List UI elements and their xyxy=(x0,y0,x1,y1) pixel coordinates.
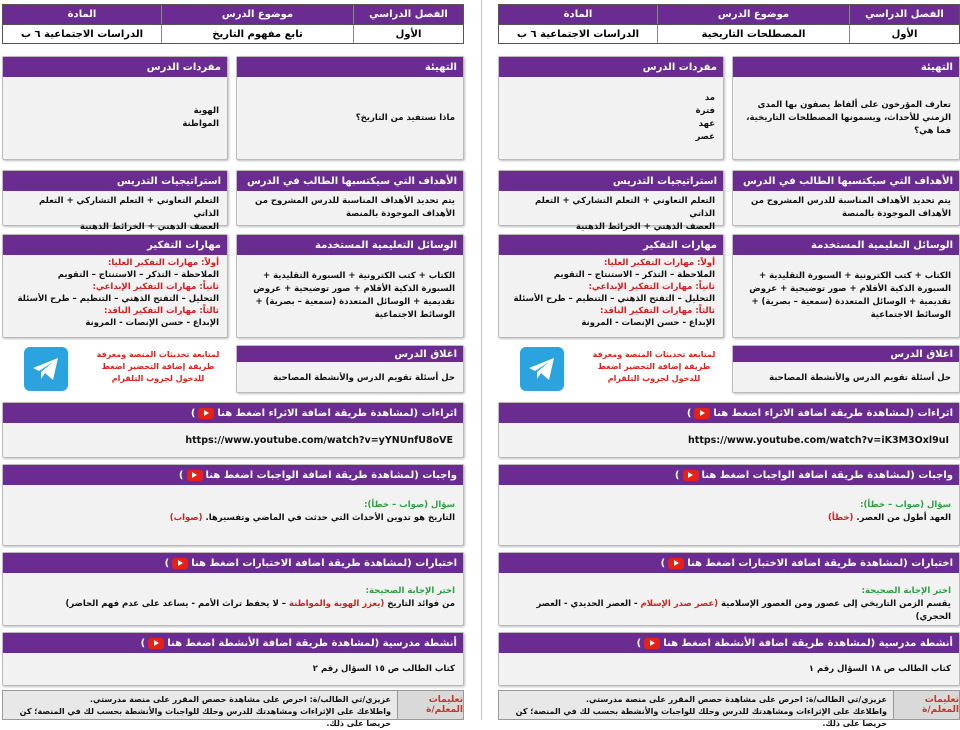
activities-header[interactable]: أنشطة مدرسية (لمشاهدة طريقة اضافة الأنشطة اضغط هنا ) xyxy=(499,633,959,653)
vocabulary-title: مفردات الدرس xyxy=(499,57,723,77)
question-type-label: اختر الإجابة الصحيحة: xyxy=(861,586,951,596)
enrichment-section xyxy=(498,402,960,458)
vocabulary-section xyxy=(498,56,724,160)
intro-text: ماذا نستفيد من التاريخ؟ xyxy=(355,112,455,123)
enrichment-link[interactable]: https://www.youtube.com/watch?v=iK3M3Oxl9uI xyxy=(688,435,949,446)
skills-line: التحليل – التفتح الذهني – التنظيم – طرح الأسئلة xyxy=(513,294,715,304)
subject-value: الدراسات الاجتماعية ٦ ب xyxy=(517,28,639,40)
lesson-header-table xyxy=(498,4,960,44)
skills-heading: أولاً: مهارات التفكير العليا: xyxy=(603,258,715,268)
question-answer: (يعزز الهوية والمواطنة xyxy=(288,599,385,609)
intro-section xyxy=(236,56,464,160)
enrichment-title[interactable]: اثراءات (لمشاهدة طريقة اضافة الاثراء اضغط هنا xyxy=(713,407,953,419)
tests-section xyxy=(2,552,464,626)
strategies-line: التعلم التعاوني + التعلم التشاركي + التعلم الذاتي xyxy=(534,196,715,219)
objectives-text: يتم تحديد الأهداف المناسبة للدرس المشروح من الأهداف الموجودة بالمنصة xyxy=(751,196,951,219)
question-answer: (عصر صدر الإسلام xyxy=(640,599,719,609)
vocabulary-list xyxy=(696,92,715,144)
youtube-icon[interactable] xyxy=(683,470,699,481)
strategies-line: العصف الذهني + الخرائط الذهنية xyxy=(79,222,219,232)
question-options: – لا يحفظ تراث الأمم - يساعد على عدم فهم الحاضر) xyxy=(65,599,287,609)
telegram-promo[interactable] xyxy=(2,343,228,395)
subject-label: المادة xyxy=(563,9,593,20)
homework-section xyxy=(2,464,464,546)
question-options: - العصر الحديدي - العصر الحجري) xyxy=(536,599,951,622)
question-answer: (خطأ) xyxy=(828,513,854,523)
question-text: العهد أطول من العصر. xyxy=(856,513,951,523)
skills-heading: ثالثاً: مهارات التفكير الناقد: xyxy=(600,306,715,316)
vocabulary-item: الهوية xyxy=(193,106,219,116)
telegram-icon[interactable] xyxy=(24,347,68,391)
closure-title: اغلاق الدرس xyxy=(733,346,959,362)
closure-title: اغلاق الدرس xyxy=(237,346,463,362)
objectives-section xyxy=(732,170,960,226)
strategies-title: استراتيجيات التدريس xyxy=(3,171,227,191)
skills-line: الإبداع - حسن الإنصات - المرونة xyxy=(581,318,715,328)
lesson-header-table xyxy=(2,4,464,44)
enrichment-link[interactable]: https://www.youtube.com/watch?v=yYNUnfU8oVE xyxy=(185,435,453,446)
closure-text: حل أسئلة تقويم الدرس والأنشطة المصاحبة xyxy=(273,373,455,383)
thinking-skills-title: مهارات التفكير xyxy=(3,235,227,255)
telegram-text[interactable]: لمتابعة تحديثات المنصة ومعرفة طريقة إضافة التحضير اضغط للدخول لجروب التلقرام xyxy=(592,350,716,383)
subject-label: المادة xyxy=(67,9,97,20)
skills-heading: ثانياً: مهارات التفكير الإبداعي: xyxy=(588,282,715,292)
semester-value: الأول xyxy=(849,25,959,43)
strategies-section xyxy=(498,170,724,232)
question-type-label: اختر الإجابة الصحيحة: xyxy=(365,586,455,596)
enrichment-header[interactable]: اثراءات (لمشاهدة طريقة اضافة الاثراء اضغط هنا ) xyxy=(3,403,463,423)
vocabulary-item: عهد xyxy=(698,119,715,129)
teacher-instructions xyxy=(498,690,960,728)
vocabulary-list xyxy=(182,105,219,131)
strategies-section xyxy=(2,170,228,232)
youtube-icon[interactable] xyxy=(172,558,188,569)
activities-header[interactable]: أنشطة مدرسية (لمشاهدة طريقة اضافة الأنشطة اضغط هنا ) xyxy=(3,633,463,653)
skills-line: الملاحظة – التذكر – الاستنتاج – التقويم xyxy=(553,270,715,280)
vocabulary-title: مفردات الدرس xyxy=(3,57,227,77)
thinking-skills-section xyxy=(498,234,724,338)
homework-header[interactable]: واجبات (لمشاهدة طريقة اضافة الواجبات اضغط هنا ) xyxy=(3,465,463,485)
semester-label: الفصل الدراسي xyxy=(353,5,463,24)
teacher-instructions-line: واطلاعك على الإثراءات ومشاهدتك للدرس وحلك للواجبات والأنشطة بحسب لك في المنصة؛ كن حريصا على ذلك. xyxy=(515,707,887,728)
teaching-aids-title: الوسائل التعليمية المستخدمة xyxy=(733,235,959,255)
youtube-icon[interactable] xyxy=(198,408,214,419)
vocabulary-item: عصر xyxy=(695,132,715,142)
tests-section xyxy=(498,552,960,626)
lesson-plan-page xyxy=(2,0,464,728)
enrichment-header[interactable]: اثراءات (لمشاهدة طريقة اضافة الاثراء اضغط هنا ) xyxy=(499,403,959,423)
youtube-icon[interactable] xyxy=(187,470,203,481)
homework-title[interactable]: واجبات (لمشاهدة طريقة اضافة الواجبات اضغط هنا xyxy=(205,469,457,481)
skills-heading: ثالثاً: مهارات التفكير الناقد: xyxy=(104,306,219,316)
teaching-aids-text: الكتاب + كتب الكترونية + السبورة التقليدية + السبورة الذكية الأقلام + صور توضيحية + عروض تقديمية + الوسائل المتعددة (سمعية – بصرية) + الوسائط الاجتماعية xyxy=(749,271,951,320)
semester-label: الفصل الدراسي xyxy=(849,5,959,24)
topic-label: موضوع الدرس xyxy=(161,5,353,24)
question-type-label: سؤال (صواب – خطأ): xyxy=(364,500,455,510)
objectives-title: الأهداف التي سيكتسبها الطالب في الدرس xyxy=(733,171,959,191)
activities-title[interactable]: أنشطة مدرسية (لمشاهدة طريقة اضافة الأنشطة اضغط هنا xyxy=(663,637,953,649)
intro-title: التهيئة xyxy=(733,57,959,77)
question-type-label: سؤال (صواب – خطأ): xyxy=(860,500,951,510)
question-text: يقسم الزمن التاريخي إلى عصور ومن العصور الإسلامية xyxy=(721,599,951,609)
topic-value: المصطلحات التاريخية xyxy=(657,25,849,43)
teaching-aids-text: الكتاب + كتب الكترونية + السبورة التقليدية + السبورة الذكية الأقلام + صور توضيحية + عروض تقديمية + الوسائل المتعددة (سمعية – بصرية) + الوسائط الاجتماعية xyxy=(253,271,455,320)
telegram-icon[interactable] xyxy=(520,347,564,391)
telegram-text[interactable]: لمتابعة تحديثات المنصة ومعرفة طريقة إضافة التحضير اضغط للدخول لجروب التلقرام xyxy=(96,350,220,383)
intro-section xyxy=(732,56,960,160)
teaching-aids-title: الوسائل التعليمية المستخدمة xyxy=(237,235,463,255)
subject-value: الدراسات الاجتماعية ٦ ب xyxy=(21,28,143,40)
closure-section xyxy=(236,345,464,393)
closure-text: حل أسئلة تقويم الدرس والأنشطة المصاحبة xyxy=(769,373,951,383)
tests-title[interactable]: اختبارات (لمشاهدة طريقة اضافة الاختبارات اضغط هنا xyxy=(687,557,953,569)
intro-text: تعارف المؤرخون على ألفاظ يصفون بها المدى الزمني للأحداث، ويسمونها المصطلحات التاريخية، فما هي؟ xyxy=(746,99,951,136)
topic-label: موضوع الدرس xyxy=(657,5,849,24)
activities-section xyxy=(2,632,464,686)
youtube-icon[interactable] xyxy=(148,638,164,649)
tests-title[interactable]: اختبارات (لمشاهدة طريقة اضافة الاختبارات اضغط هنا xyxy=(191,557,457,569)
question-text: التاريخ هو تدوين الأحداث التي حدثت في الماضي وتفسيرها. xyxy=(205,513,455,523)
vocabulary-item: فترة xyxy=(695,106,715,116)
activities-title[interactable]: أنشطة مدرسية (لمشاهدة طريقة اضافة الأنشطة اضغط هنا xyxy=(167,637,457,649)
enrichment-section xyxy=(2,402,464,458)
skills-heading: ثانياً: مهارات التفكير الإبداعي: xyxy=(92,282,219,292)
vocabulary-item: المواطنة xyxy=(182,119,219,129)
strategies-title: استراتيجيات التدريس xyxy=(499,171,723,191)
closure-section xyxy=(732,345,960,393)
vocabulary-section xyxy=(2,56,228,160)
semester-value: الأول xyxy=(353,25,463,43)
telegram-promo[interactable] xyxy=(498,343,724,395)
enrichment-title[interactable]: اثراءات (لمشاهدة طريقة اضافة الاثراء اضغط هنا xyxy=(217,407,457,419)
skills-line: التحليل – التفتح الذهني – التنظيم – طرح الأسئلة xyxy=(17,294,219,304)
vocabulary-item: مد xyxy=(704,93,715,103)
strategies-line: التعلم التعاوني + التعلم التشاركي + التعلم الذاتي xyxy=(38,196,219,219)
skills-heading: أولاً: مهارات التفكير العليا: xyxy=(107,258,219,268)
activities-text: كتاب الطالب ص ١٥ السؤال رقم ٢ xyxy=(312,664,455,674)
teaching-aids-section xyxy=(236,234,464,338)
homework-header[interactable]: واجبات (لمشاهدة طريقة اضافة الواجبات اضغط هنا ) xyxy=(499,465,959,485)
tests-header[interactable]: اختبارات (لمشاهدة طريقة اضافة الاختبارات اضغط هنا ) xyxy=(3,553,463,573)
youtube-icon[interactable] xyxy=(644,638,660,649)
teacher-instructions-line: واطلاعك على الإثراءات ومشاهدتك للدرس وحلك للواجبات والأنشطة بحسب لك في المنصة؛ كن حريصا على ذلك. xyxy=(19,707,391,728)
thinking-skills-title: مهارات التفكير xyxy=(499,235,723,255)
homework-title[interactable]: واجبات (لمشاهدة طريقة اضافة الواجبات اضغط هنا xyxy=(701,469,953,481)
objectives-title: الأهداف التي سيكتسبها الطالب في الدرس xyxy=(237,171,463,191)
skills-line: الإبداع - حسن الإنصات - المرونة xyxy=(85,318,219,328)
homework-section xyxy=(498,464,960,546)
teacher-instructions-line: عزيزي/تي الطالب/ة: احرص على مشاهدة حصص المقرر على منصة مدرستي. xyxy=(90,695,391,704)
teaching-aids-section xyxy=(732,234,960,338)
objectives-section xyxy=(236,170,464,226)
teacher-instructions xyxy=(2,690,464,728)
teacher-instructions-label: تعليمات المعلم/ة xyxy=(397,691,463,719)
lesson-plan-page xyxy=(498,0,960,728)
skills-line: الملاحظة – التذكر – الاستنتاج – التقويم xyxy=(57,270,219,280)
youtube-icon[interactable] xyxy=(694,408,710,419)
activities-section xyxy=(498,632,960,686)
topic-value: تابع مفهوم التاريخ xyxy=(161,25,353,43)
intro-title: التهيئة xyxy=(237,57,463,77)
objectives-text: يتم تحديد الأهداف المناسبة للدرس المشروح من الأهداف الموجودة بالمنصة xyxy=(255,196,455,219)
page-divider xyxy=(481,0,482,720)
teacher-instructions-label: تعليمات المعلم/ة xyxy=(893,691,959,719)
teacher-instructions-line: عزيزي/تي الطالب/ة: احرص على مشاهدة حصص المقرر على منصة مدرستي. xyxy=(586,695,887,704)
strategies-line: العصف الذهني + الخرائط الذهنية xyxy=(575,222,715,232)
thinking-skills-section xyxy=(2,234,228,338)
question-text: من فوائد التاريخ xyxy=(387,599,455,609)
activities-text: كتاب الطالب ص ١٨ السؤال رقم ١ xyxy=(808,664,951,674)
question-answer: (صواب) xyxy=(169,513,203,523)
tests-header[interactable]: اختبارات (لمشاهدة طريقة اضافة الاختبارات اضغط هنا ) xyxy=(499,553,959,573)
youtube-icon[interactable] xyxy=(668,558,684,569)
